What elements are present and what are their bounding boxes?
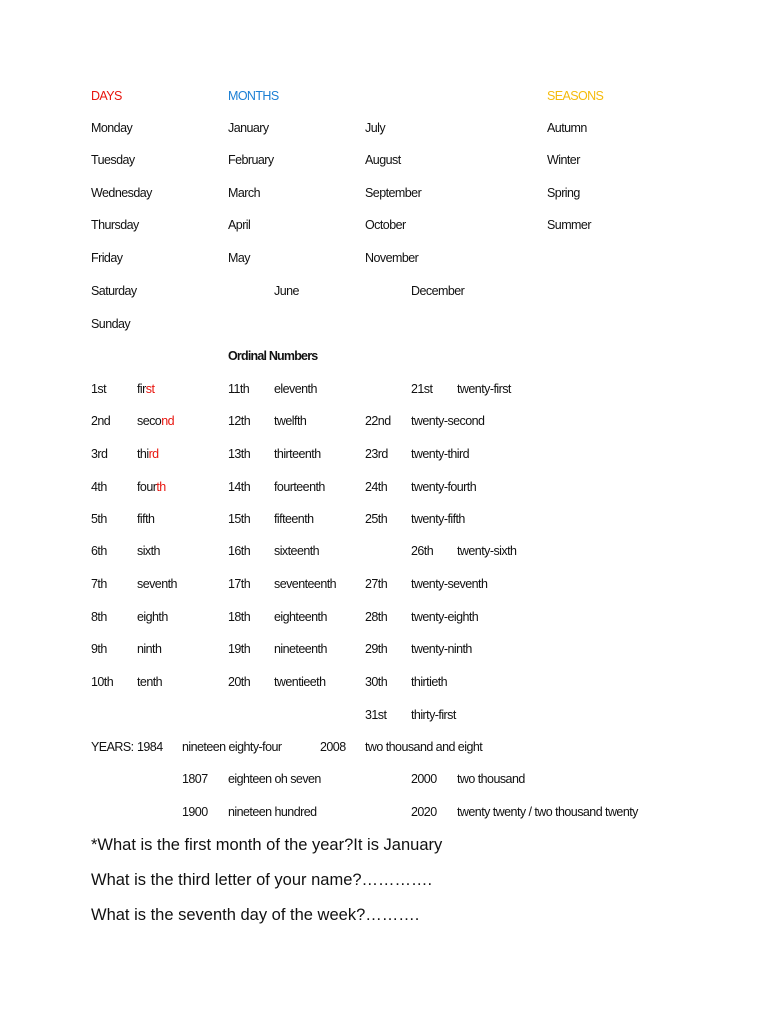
ordinal-word: fourteenth xyxy=(274,480,325,494)
ordinal-number: 12th xyxy=(228,414,251,428)
ordinal-stem: four xyxy=(137,480,157,494)
season-item: Spring xyxy=(547,186,580,200)
month-item: December xyxy=(411,284,465,298)
ordinal-number: 3rd xyxy=(91,447,108,461)
ordinal-number: 20th xyxy=(228,675,251,689)
month-item: May xyxy=(228,251,250,265)
ordinal-number: 18th xyxy=(228,610,251,624)
ordinal-word xyxy=(137,479,166,495)
day-item: Thursday xyxy=(91,218,139,232)
ordinal-word: twentieeth xyxy=(274,675,326,689)
season-item: Summer xyxy=(547,218,591,232)
ordinal-word: eighteenth xyxy=(274,610,327,624)
ordinal-word: thirteenth xyxy=(274,447,321,461)
ordinal-word: sixth xyxy=(137,544,160,558)
ordinal-word: seventeenth xyxy=(274,577,337,591)
ordinal-word: fifteenth xyxy=(274,512,314,526)
ordinal-word: eleventh xyxy=(274,382,317,396)
month-item: March xyxy=(228,186,260,200)
ordinal-word: twenty-eighth xyxy=(411,610,479,624)
seasons-header: SEASONS xyxy=(547,89,604,103)
ordinal-word: seventh xyxy=(137,577,177,591)
month-item: July xyxy=(365,121,386,135)
ordinal-number: 8th xyxy=(91,610,107,624)
month-item: January xyxy=(228,121,269,135)
year-words: twenty twenty / two thousand twenty xyxy=(457,805,638,819)
day-item: Monday xyxy=(91,121,133,135)
season-item: Winter xyxy=(547,153,580,167)
year-words: two thousand xyxy=(457,772,525,786)
ordinal-word: twelfth xyxy=(274,414,307,428)
month-item: November xyxy=(365,251,419,265)
ordinal-word xyxy=(137,413,174,429)
ordinal-number: 31st xyxy=(365,708,387,722)
year-words: two thousand and eight xyxy=(365,740,483,754)
ordinal-word: fifth xyxy=(137,512,155,526)
ordinal-word: thirtieth xyxy=(411,675,448,689)
ordinal-number: 28th xyxy=(365,610,388,624)
year-number: 1984 xyxy=(137,740,163,754)
question-line: What is the seventh day of the week?………. xyxy=(91,906,420,924)
ordinal-number: 11th xyxy=(228,382,250,396)
ordinal-number: 15th xyxy=(228,512,251,526)
ordinal-word: twenty-first xyxy=(457,382,511,396)
month-item: June xyxy=(274,284,299,298)
ordinal-number: 6th xyxy=(91,544,107,558)
months-header: MONTHS xyxy=(228,89,279,103)
ordinal-word: tenth xyxy=(137,675,163,689)
ordinal-number: 19th xyxy=(228,642,251,656)
ordinal-stem: seco xyxy=(137,414,162,428)
ordinal-word: twenty-third xyxy=(411,447,470,461)
year-number: 2008 xyxy=(320,740,346,754)
ordinal-word: eighth xyxy=(137,610,168,624)
month-item: October xyxy=(365,218,406,232)
ordinal-number: 23rd xyxy=(365,447,388,461)
ordinal-word: twenty-seventh xyxy=(411,577,488,591)
ordinal-word: twenty-fourth xyxy=(411,480,477,494)
day-item: Wednesday xyxy=(91,186,152,200)
ordinal-number: 5th xyxy=(91,512,107,526)
ordinal-number: 14th xyxy=(228,480,251,494)
ordinal-word xyxy=(137,446,159,462)
ordinal-number: 9th xyxy=(91,642,107,656)
ordinal-number: 26th xyxy=(411,544,434,558)
day-item: Tuesday xyxy=(91,153,135,167)
month-item: September xyxy=(365,186,422,200)
month-item: February xyxy=(228,153,274,167)
ordinal-word: ninth xyxy=(137,642,162,656)
ordinal-word: twenty-fifth xyxy=(411,512,465,526)
ordinal-number: 24th xyxy=(365,480,388,494)
year-words: nineteen eighty-four xyxy=(182,740,282,754)
ordinal-word: sixteenth xyxy=(274,544,320,558)
ordinal-number: 29th xyxy=(365,642,388,656)
ordinal-number: 13th xyxy=(228,447,251,461)
ordinal-word: nineteenth xyxy=(274,642,327,656)
ordinal-title: Ordinal Numbers xyxy=(228,349,318,363)
ordinal-number: 27th xyxy=(365,577,388,591)
ordinal-number: 30th xyxy=(365,675,388,689)
ordinal-number: 22nd xyxy=(365,414,391,428)
ordinal-stem: thi xyxy=(137,447,149,461)
ordinal-word: twenty-sixth xyxy=(457,544,517,558)
month-item: April xyxy=(228,218,251,232)
ordinal-number: 1st xyxy=(91,382,107,396)
year-words: nineteen hundred xyxy=(228,805,317,819)
month-item: August xyxy=(365,153,401,167)
ordinal-suffix: st xyxy=(145,382,155,396)
question-line: What is the third letter of your name?…………. xyxy=(91,871,433,889)
ordinal-number: 7th xyxy=(91,577,107,591)
ordinal-suffix: th xyxy=(156,480,166,494)
ordinal-suffix: nd xyxy=(161,414,175,428)
ordinal-number: 21st xyxy=(411,382,433,396)
ordinal-word xyxy=(137,381,154,397)
ordinal-suffix: rd xyxy=(148,447,159,461)
ordinal-word: twenty-ninth xyxy=(411,642,472,656)
question-line: *What is the first month of the year?It is January xyxy=(91,836,443,854)
day-item: Friday xyxy=(91,251,123,265)
year-number: 1900 xyxy=(182,805,208,819)
season-item: Autumn xyxy=(547,121,587,135)
ordinal-stem: fir xyxy=(137,382,146,396)
ordinal-word: thirty-first xyxy=(411,708,456,722)
ordinal-number: 10th xyxy=(91,675,114,689)
year-number: 1807 xyxy=(182,772,208,786)
year-number: 2020 xyxy=(411,805,437,819)
ordinal-number: 2nd xyxy=(91,414,111,428)
ordinal-word: twenty-second xyxy=(411,414,485,428)
year-number: 2000 xyxy=(411,772,437,786)
days-header: DAYS xyxy=(91,89,122,103)
ordinal-number: 4th xyxy=(91,480,107,494)
ordinal-number: 25th xyxy=(365,512,388,526)
day-item: Sunday xyxy=(91,317,131,331)
years-label: YEARS: xyxy=(91,740,134,754)
day-item: Saturday xyxy=(91,284,137,298)
ordinal-number: 16th xyxy=(228,544,251,558)
ordinal-number: 17th xyxy=(228,577,251,591)
year-words: eighteen oh seven xyxy=(228,772,321,786)
